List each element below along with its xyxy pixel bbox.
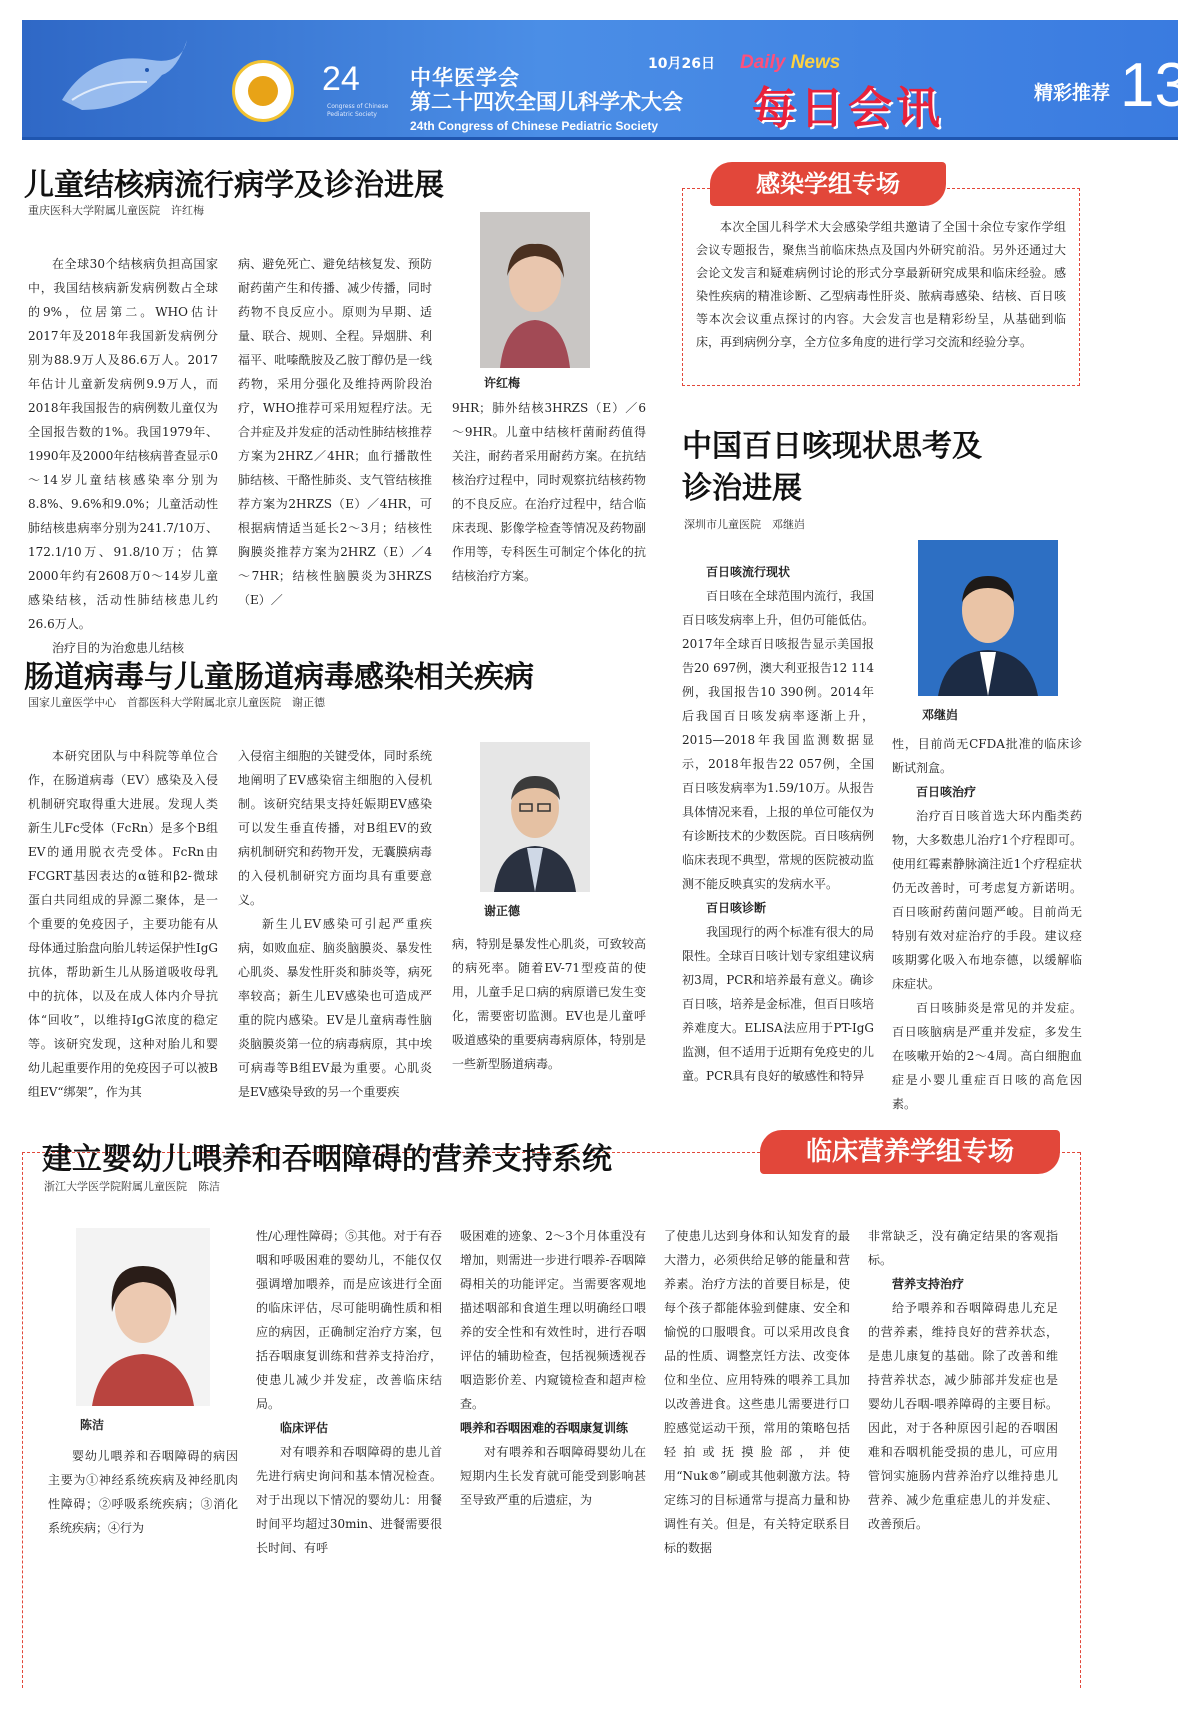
section-label: 精彩推荐 <box>1034 82 1111 104</box>
article-4-subheading: 临床评估 <box>280 1421 329 1435</box>
society-logo <box>232 60 294 122</box>
author-caption-xie: 谢正德 <box>484 904 521 918</box>
article-3-paragraph: 百日咳肺炎是常见的并发症。百日咳脑病是严重并发症，多发生在咳嗽开始的2～4周。高白细胞血症是小婴儿重症百日咳的高危因素。 <box>892 1001 1082 1111</box>
nutrition-border-right <box>1080 1152 1081 1688</box>
article-4-column-2 <box>256 1224 442 1574</box>
article-4-column-3 <box>460 1224 646 1574</box>
author-caption-chen: 陈洁 <box>80 1418 105 1432</box>
author-caption-xu: 许红梅 <box>484 376 521 390</box>
article-3-subheading: 百日咳治疗 <box>916 785 977 799</box>
nutrition-group-ribbon: 临床营养学组专场 <box>760 1130 1060 1174</box>
masthead-title: 每日会讯 <box>752 83 944 134</box>
daily-news-logo <box>740 52 840 74</box>
article-3-byline: 深圳市儿童医院 邓继岿 <box>684 518 805 531</box>
article-3-title <box>682 426 982 510</box>
author-photo-xie <box>480 742 590 892</box>
article-4-title: 建立婴幼儿喂养和吞咽障碍的营养支持系统 <box>42 1142 612 1177</box>
author-photo-xu <box>480 212 590 368</box>
article-1-byline: 重庆医科大学附属儿童医院 许红梅 <box>28 204 204 217</box>
article-3-column-2 <box>892 732 1082 1111</box>
article-4-column-5 <box>868 1224 1058 1574</box>
article-1-column-3 <box>452 396 646 602</box>
article-3-paragraph: 治疗百日咳首选大环内酯类药物，大多数患儿治疗1个疗程即可。使用红霉素静脉滴注近1个疗程症状仍无改善时，可考虑复方新诺明。百日咳耐药菌问题严峻。目前尚无特别有效对症治疗的手段。建议痉咳期雾化吸入布地奈德，以缓解临床症状。 <box>892 809 1082 991</box>
article-4-paragraph: 给予喂养和吞咽障碍患儿充足的营养素，维持良好的营养状态，是患儿康复的基础。除了改善和维持营养状态，减少肺部并发症也是婴幼儿吞咽-喂养障碍的主要目标。因此，对于各种原因引起的吞咽困难和吞咽机能受损的患儿，可应用管饲实施肠内营养治疗以维持患儿营养、减少危重症患儿的并发症、改善预后。 <box>868 1301 1058 1531</box>
article-3-paragraph: 性，目前尚无CFDA批准的临床诊断试剂盒。 <box>892 737 1082 775</box>
whale-illustration <box>52 30 192 120</box>
daily-word: Daily <box>740 52 786 73</box>
congress-number-subtitle: Congress of Chinese Pediatric Society <box>327 103 389 118</box>
issue-date: 10月26日 <box>648 56 715 72</box>
article-2-paragraph: 入侵宿主细胞的关键受体，同时系统地阐明了EV感染宿主细胞的入侵机制。该研究结果支持妊娠期EV感染可以发生垂直传播，对B组EV的致病机制研究和药物开发，无囊膜病毒的入侵机制研究方面均具有重要意义。 <box>238 749 432 907</box>
article-3-title-line-1: 中国百日咳现状思考及 <box>682 429 982 464</box>
article-3-subheading: 百日咳流行现状 <box>706 565 791 579</box>
portrait-icon <box>480 742 590 892</box>
article-3-paragraph: 百日咳在全球范围内流行，我国百日咳发病率上升，但仍可能低估。2017年全球百日咳报告显示美国报告20 697例，澳大利亚报告12 114例，我国报告10 390例。2014年后我国百日咳发病率逐渐上升，2015—2018年我国监测数据显示，2018年报告22 057例，全国百日咳发病率为1.59/10万。从报告具体情况来看，上报的单位可能仅为有诊断技术的少数医院。百日咳病例临床表现不典型，常规的医院被动监测不能反映真实的发病水平。 <box>682 589 875 891</box>
author-photo-chen <box>76 1228 210 1406</box>
article-1-column-1 <box>28 252 218 655</box>
article-2-column-1 <box>28 744 219 1099</box>
article-3-title-line-2: 诊治进展 <box>682 471 802 506</box>
article-4-paragraph: 非常缺乏，没有确定结果的客观指标。 <box>868 1229 1058 1267</box>
author-photo-deng <box>918 540 1058 696</box>
masthead-banner <box>22 20 1189 140</box>
infection-group-ribbon: 感染学组专场 <box>710 162 946 206</box>
article-4-subheading: 营养支持治疗 <box>892 1277 965 1291</box>
article-4-column-1 <box>48 1444 238 1564</box>
article-1-paragraph: 治疗目的为治愈患儿结核 <box>52 641 185 655</box>
article-4-paragraph: 吸困难的迹象、2～3个月体重没有增加，则需进一步进行喂养-吞咽障碍相关的功能评定。当需要客观地描述咽部和食道生理以明确经口喂养的安全性和有效性时，进行吞咽评估的辅助检查，包括视频透视吞咽造影价差、内窥镜检查和超声检查。 <box>460 1229 646 1411</box>
congress-name-en: 24th Congress of Chinese Pediatric Society <box>410 119 659 133</box>
article-4-subheading: 喂养和吞咽困难的吞咽康复训练 <box>460 1421 629 1435</box>
article-2-column-3 <box>452 932 646 1080</box>
article-4-paragraph: 对有喂养和吞咽障碍婴幼儿在短期内生长发育就可能受到影响甚至导致严重的后遗症，为 <box>460 1445 646 1507</box>
article-3-column-1 <box>682 560 874 1084</box>
congress-number: 24 <box>322 60 360 98</box>
article-4-byline: 浙江大学医学院附属儿童医院 陈洁 <box>44 1180 220 1193</box>
nutrition-border-left <box>22 1152 23 1688</box>
article-4-paragraph: 对有喂养和吞咽障碍的患儿首先进行病史询问和基本情况检查。对于出现以下情况的婴幼儿：用餐时间平均超过30min、进餐需要很长时间、有呼 <box>256 1445 442 1555</box>
society-name: 中华医学会 <box>410 65 520 90</box>
article-2-column-2 <box>238 744 432 1099</box>
article-1-paragraph: 在全球30个结核病负担高国家中，我国结核病新发病例数占全球的9%，位居第二。WHO估计2017年及2018年我国新发病例分别为88.9万人及86.6万人。2017年估计儿童新发病例9.9万人，而2018年我国报告的病例数儿童仅为全国报告数的1%。我国1979年、1990年及2000年结核病普查显示0～14岁儿童结核感染率分别为8.8%、9.6%和9.0%；儿童活动性肺结核患病率分别为241.7/10万、172.1/10万、91.8/10万；估算2000年约有2608万0～14岁儿童感染结核，活动性肺结核患儿约26.6万人。 <box>28 257 218 631</box>
portrait-icon <box>480 212 590 368</box>
article-2-paragraph: 本研究团队与中科院等单位合作，在肠道病毒（EV）感染及入侵机制研究取得重大进展。发现人类新生儿Fc受体（FcRn）是多个B组EV的通用脱衣壳受体。FcRn由FCGRT基因表达的α链和β2-微球蛋白共同组成的异源二聚体，是一个重要的免疫因子，主要功能有从母体通过胎盘向胎儿转运保护性IgG抗体，帮助新生儿从肠道吸收母乳中的抗体，以及在成人体内介导抗体“回收”，以维持IgG浓度的稳定等。该研究发现，这种对胎儿和婴幼儿起重要作用的免疫因子可以被B组EV“绑架”，作为其 <box>28 749 219 1099</box>
page-number: 13 <box>1120 51 1189 120</box>
article-3-subheading: 百日咳诊断 <box>706 901 767 915</box>
article-1-title: 儿童结核病流行病学及诊治进展 <box>24 168 444 203</box>
author-caption-deng: 邓继岿 <box>922 708 959 722</box>
portrait-icon <box>76 1228 210 1406</box>
article-4-paragraph: 婴幼儿喂养和吞咽障碍的病因主要为①神经系统疾病及神经肌肉性障碍；②呼吸系统疾病；③消化系统疾病；④行为 <box>48 1449 238 1535</box>
article-1-column-2 <box>238 252 432 607</box>
article-3-paragraph: 我国现行的两个标准有很大的局限性。全球百日咳计划专家组建议病初3周，PCR和培养最有意义。确诊百日咳，培养是金标准，但百日咳培养难度大。ELISA法应用于PT-IgG监测，但不适用于近期有免疫史的儿童。PCR具有良好的敏感性和特异 <box>682 925 875 1083</box>
article-2-byline: 国家儿童医学中心 首都医科大学附属北京儿童医院 谢正德 <box>28 696 325 709</box>
article-2-paragraph: 新生儿EV感染可引起严重疾病，如败血症、脑炎脑膜炎、暴发性心肌炎、暴发性肝炎和肺炎等，病死率较高；新生儿EV感染也可造成严重的院内感染。EV是儿童病毒性脑炎脑膜炎第一位的病毒病原，其中埃可病毒等B组EV最为重要。心肌炎是EV感染导致的另一个重要疾 <box>238 917 432 1099</box>
article-4-paragraph: 了使患儿达到身体和认知发育的最大潜力，必须供给足够的能量和营养素。治疗方法的首要目标是，使每个孩子都能体验到健康、安全和愉悦的口服喂食。可以采用改良食品的性质、调整烹饪方法、改变体位和坐位、应用特殊的喂养工具加以改善进食。这些患儿需要进行口腔感觉运动干预，常用的策略包括轻拍或抚摸脸部，并使用“Nuk®”刷或其他刺激方法。特定练习的目标通常与提高力量和协调性有关。但是，有关特定联系目标的数据 <box>664 1229 850 1555</box>
article-2-paragraph: 病，特别是暴发性心肌炎，可致较高的病死率。随着EV-71型疫苗的使用，儿童手足口病的病原谱已发生变化，需要密切监测。EV也是儿童呼吸道感染的重要病毒病原体，特别是一些新型肠道病毒。 <box>452 937 646 1071</box>
congress-name: 第二十四次全国儿科学术大会 <box>410 89 683 114</box>
portrait-icon <box>918 540 1058 696</box>
article-1-paragraph: 病、避免死亡、避免结核复发、预防耐药菌产生和传播、减少传播，同时药物不良反应小。原则为早期、适量、联合、规则、全程。异烟肼、利福平、吡嗪酰胺及乙胺丁醇仍是一线药物，采用分强化及维持两阶段治疗，WHO推荐可采用短程疗法。无合并症及并发症的活动性肺结核推荐方案为2HRZ／4HR；血行播散性肺结核、干酪性肺炎、支气管结核推荐方案为2HRZS（E）／4HR，可根据病情适当延长2～3月；结核性胸膜炎推荐方案为2HRZ（E）／4～7HR；结核性脑膜炎为3HRZS（E）／ <box>238 257 432 607</box>
article-1-paragraph: 9HR；肺外结核3HRZS（E）／6～9HR。儿童中结核杆菌耐药值得关注，耐药者采用耐药方案。在抗结核治疗过程中，同时观察抗结核药物的不良反应。在治疗过程中，结合临床表现、影像学检查等情况及药物副作用等，专科医生可制定个体化的抗结核治疗方案。 <box>452 401 646 583</box>
article-2-title: 肠道病毒与儿童肠道病毒感染相关疾病 <box>24 660 534 695</box>
infection-group-text: 本次全国儿科学术大会感染学组共邀请了全国十余位专家作学组会议专题报告，聚焦当前临床热点及国内外研究前沿。另外还通过大会论文发言和疑难病例讨论的形式分享最新研究成果和临床经验。感染性疾病的精准诊断、乙型病毒性肝炎、脓病毒感染、结核、百日咳等本次会议重点探讨的内容。大会发言也是精彩纷呈，从基础到临床，再到病例分享，全方位多角度的进行学习交流和经验分享。 <box>696 220 1066 349</box>
article-4-paragraph: 性/心理性障碍；⑤其他。对于有吞咽和呼吸困难的婴幼儿，不能仅仅强调增加喂养，而是应该进行全面的临床评估，尽可能明确性质和相应的病因，正确制定治疗方案，包括吞咽康复训练和营养支持治疗，使患儿减少并发症，改善临床结局。 <box>256 1229 442 1411</box>
news-word: News <box>790 52 841 73</box>
article-4-column-4 <box>664 1224 850 1574</box>
